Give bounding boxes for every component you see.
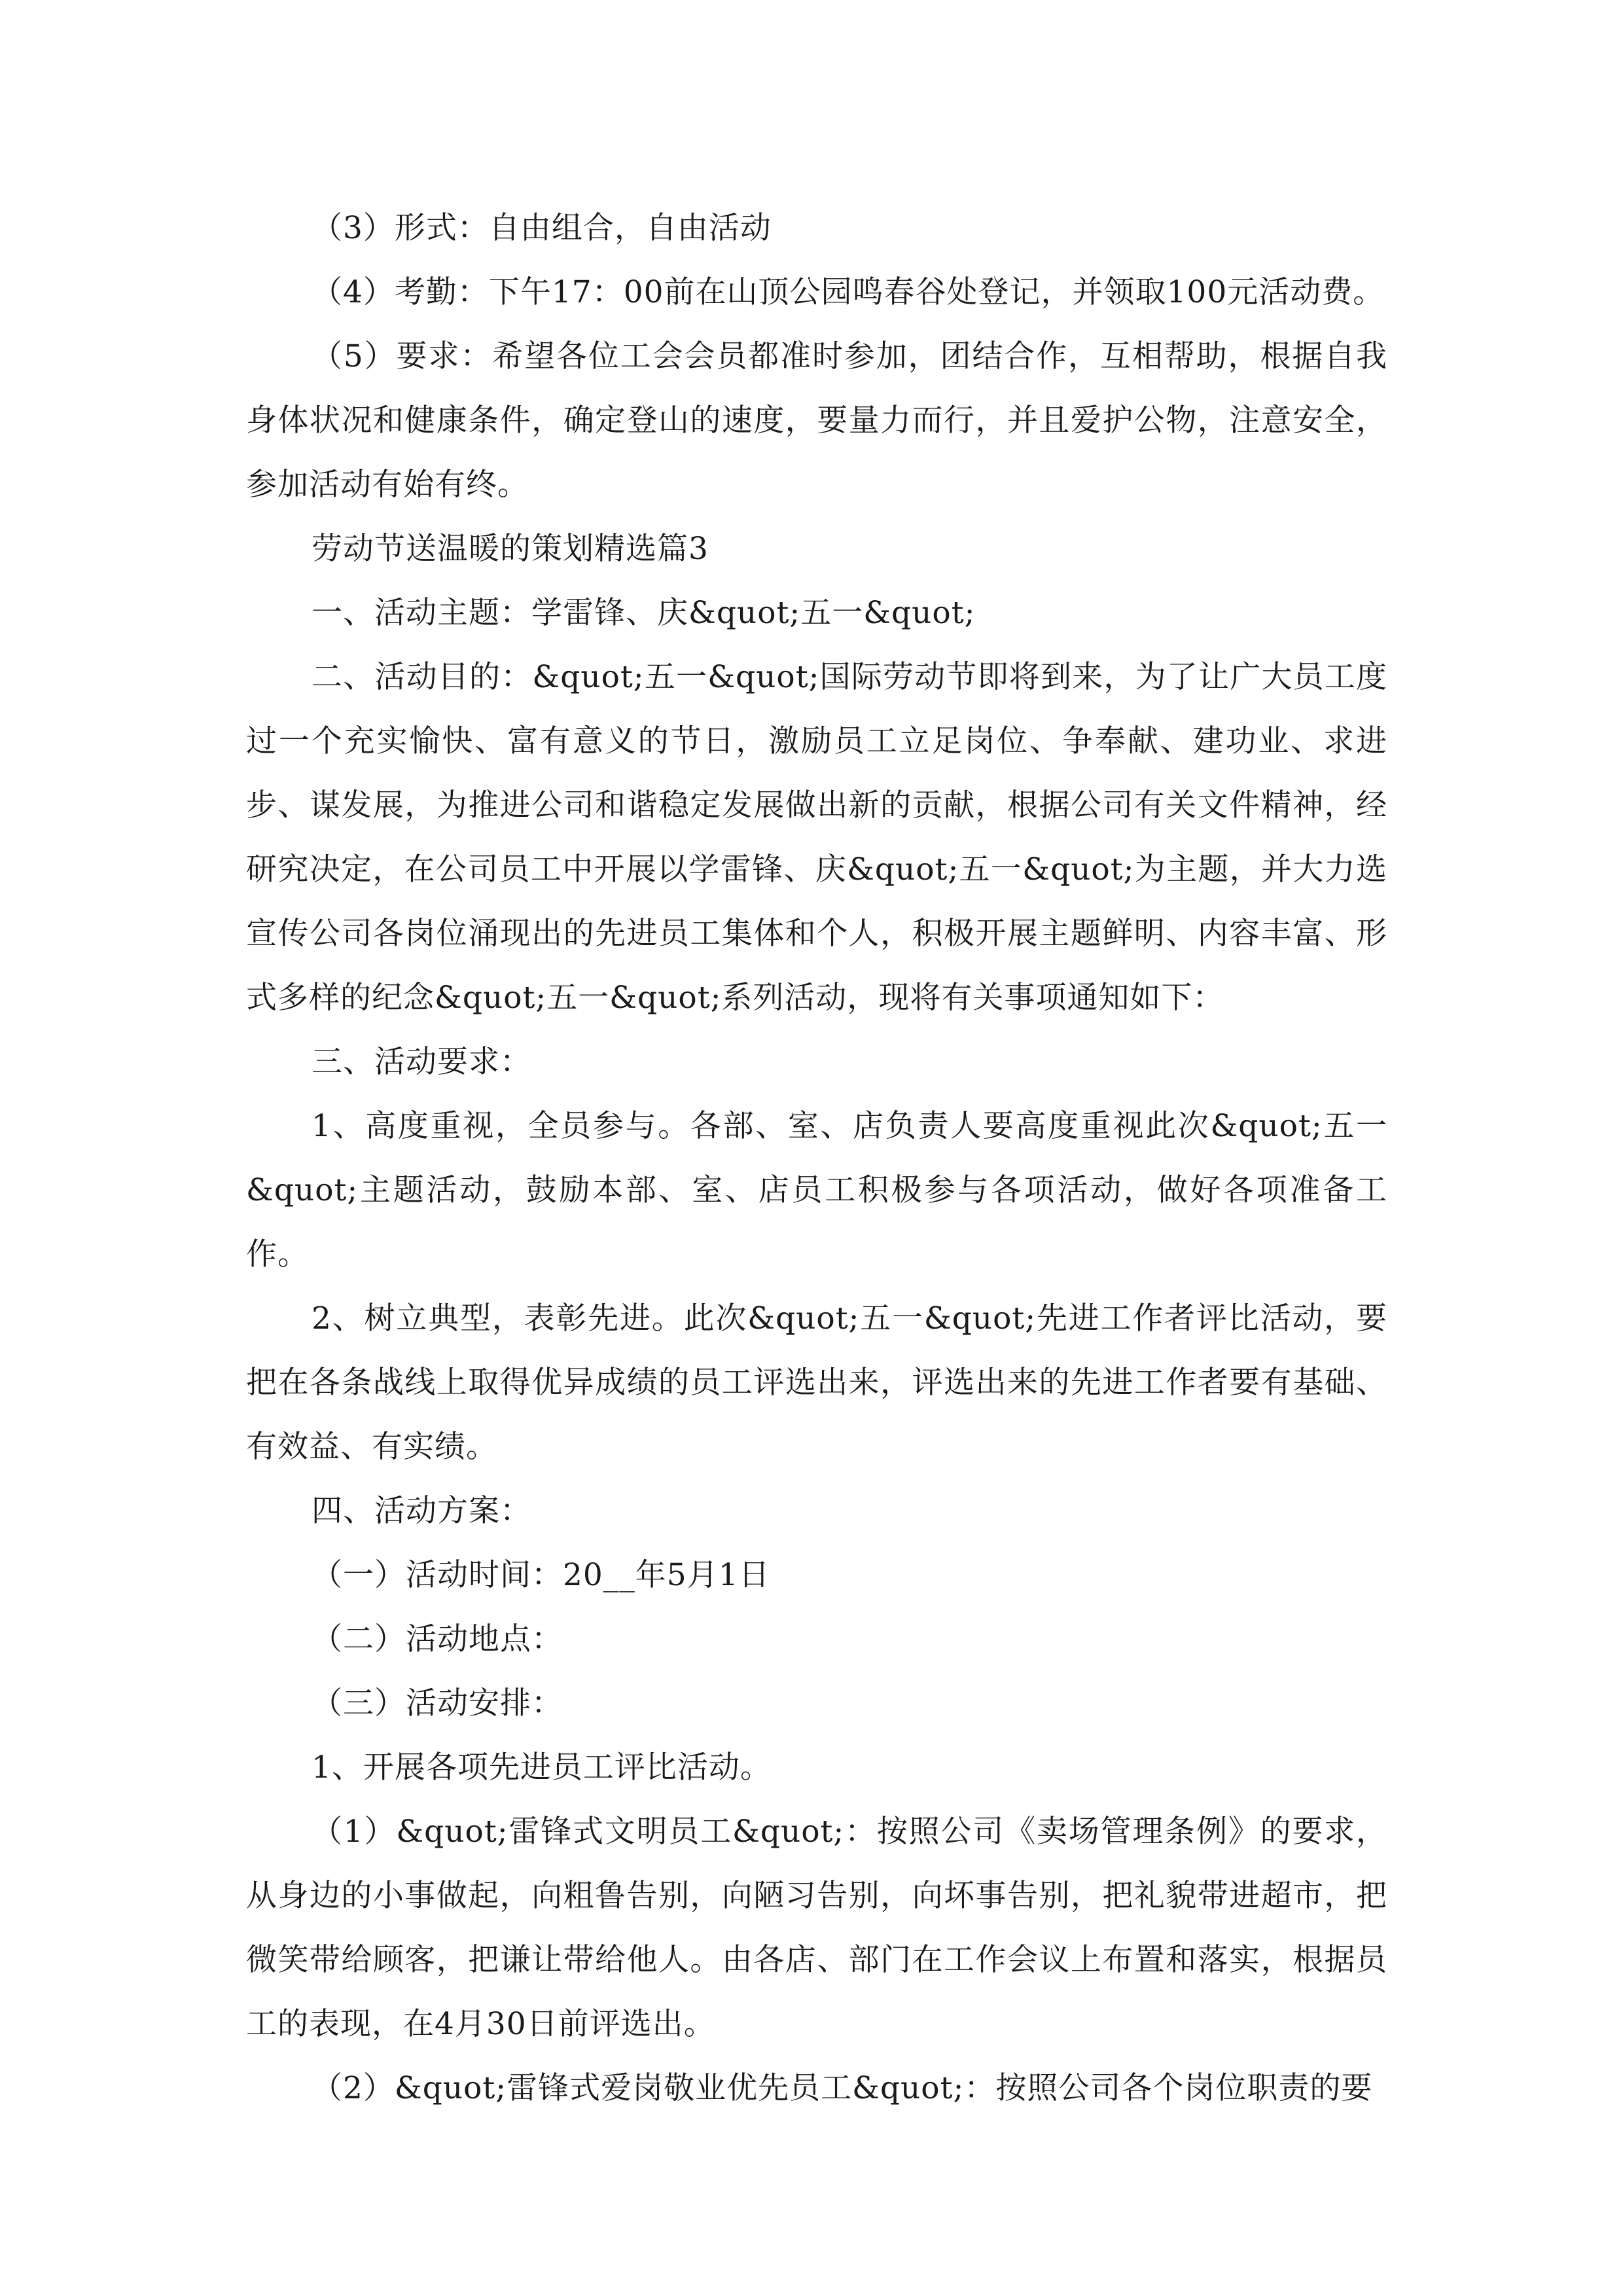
heading-activity-requirements: 三、活动要求： [312,1044,531,1080]
paragraph-attendance: （4）考勤：下午17：00前在山顶公园鸣春谷处登记，并领取100元活动费。 [312,274,1385,310]
paragraph-activity-location: （二）活动地点： [312,1621,563,1657]
paragraph-dedicated-employee: （2）&quot;雷锋式爱岗敬业优先员工&quot;：按照公司各个岗位职责的要 [312,2070,1373,2106]
paragraph-activity-arrangement: （三）活动安排： [312,1685,563,1721]
paragraph-activity-time: （一）活动时间：20__年5月1日 [312,1557,770,1593]
paragraph-evaluation: 1、开展各项先进员工评比活动。 [312,1749,772,1785]
paragraph-purpose: 二、活动目的：&quot;五一&quot;国际劳动节即将到来，为了让广大员工度过一个充实愉快、富有意义的节日，激励员工立足岗位、争奉献、建功业、求进步、谋发展，为推进公司和谐稳定发展做出新的贡献，根据公司有关文件精神，经研究决定，在公司员工中开展以学雷锋、庆&quot;五一&quot;为主题，并大力选宣传公司各岗位涌现出的先进员工集体和个人，积极开展主题鲜明、内容丰富、形式多样的纪念&quot;五一&quot;系列活动，现将有关事项通知如下： [246,659,1387,1016]
paragraph-requirements: （5）要求：希望各位工会会员都准时参加，团结合作，互相帮助，根据自我身体状况和健康条件，确定登山的速度，要量力而行，并且爱护公物，注意安全，参加活动有始有终。 [246,338,1387,503]
paragraph-civilized-employee: （1）&quot;雷锋式文明员工&quot;：按照公司《卖场管理条例》的要求，从身边的小事做起，向粗鲁告别，向陋习告别，向坏事告别，把礼貌带进超市，把微笑带给顾客，把谦让带给他人。由各店、部门在工作会议上布置和落实，根据员工的表现，在4月30日前评选出。 [246,1814,1387,2042]
document-body [246,196,1387,2121]
heading-activity-plan: 四、活动方案： [312,1493,531,1529]
paragraph-form: （3）形式：自由组合，自由活动 [312,210,772,246]
paragraph-theme: 一、活动主题：学雷锋、庆&quot;五一&quot; [312,595,976,631]
section-title: 劳动节送温暖的策划精选篇3 [312,531,709,567]
paragraph-requirement-2: 2、树立典型，表彰先进。此次&quot;五一&quot;先进工作者评比活动，要把在各条战线上取得优异成绩的员工评选出来，评选出来的先进工作者要有基础、有效益、有实绩。 [246,1300,1387,1465]
paragraph-requirement-1: 1、高度重视，全员参与。各部、室、店负责人要高度重视此次&quot;五一&quot;主题活动，鼓励本部、室、店员工积极参与各项活动，做好各项准备工作。 [246,1108,1387,1272]
